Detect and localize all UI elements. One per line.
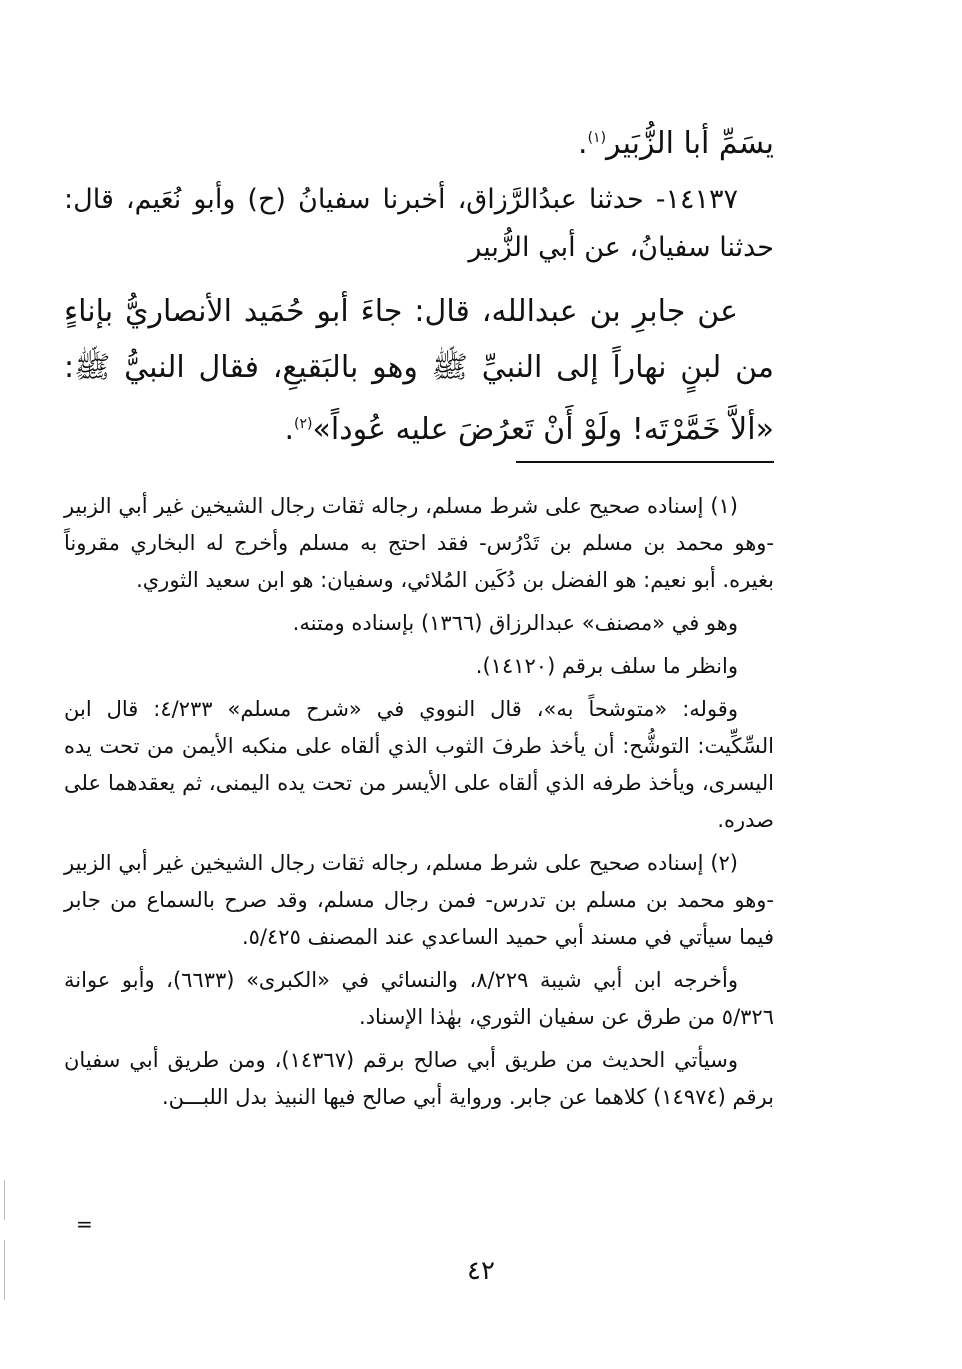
hadith-end: . — [284, 412, 295, 447]
scan-edge-mark — [4, 1240, 5, 1300]
footnote-1-text-2: وهو في «مصنف» عبدالرزاق (١٣٦٦) بإسناده ومتنه. — [292, 611, 738, 635]
footnote-2-paragraph — [64, 845, 774, 956]
continuation-mark: = — [76, 1212, 93, 1236]
footnote-separator — [516, 461, 774, 463]
footnote-2-text-3: وسيأتي الحديث من طريق أبي صالح برقم (١٤٣٦٧)، ومن طريق أبي سفيان برقم (١٤٩٧٤) كلاهما عن جابر. ورواية أبي صالح فيها النبيذ بدل اللبـــن. — [64, 1048, 774, 1109]
hadith-chain: - حدثنا عبدُالرَّزاق، أخبرنا سفيانُ (ح) وأبو نُعَيم، قال: حدثنا سفيانُ، عن أبي الزُّبير — [64, 184, 774, 263]
footnote-1-paragraph — [64, 488, 774, 599]
scan-edge-mark — [4, 1180, 5, 1220]
hadith-body: عن جابرِ بن عبدالله، قال: جاءَ أبو حُمَيد الأنصاريُّ بإناءٍ من لبنٍ نهاراً إلى النبيِّ ﷺ وهو بالبَقيعِ، فقال النبيُّ ﷺ: «ألاَّ خَمَّرْتَه! ولَوْ أَنْ تَعرُضَ عليه عُوداً» — [64, 294, 774, 447]
footnote-1-text-4: وقوله: «متوشحاً به»، قال النووي في «شرح مسلم» ٤/٢٣٣: قال ابن السِّكِّيت: التوشُّح: أن يأخذ طرفَ الثوب الذي ألقاه على منكبه الأيمن من تحت يده اليسرى، ويأخذ طرفه الذي ألقاه على الأيسر من تحت يده اليمنى، ثم يعقدهما على صدره. — [64, 697, 774, 832]
footnote-1-text: (١) إسناده صحيح على شرط مسلم، رجاله ثقات رجال الشيخين غير أبي الزبير -وهو محمد بن مسلم بن تَدْرُس- فقد احتج به مسلم وأخرج له البخاري مقروناً بغيره. أبو نعيم: هو الفضل بن دُكَين المُلائي، وسفيان: هو ابن سعيد الثوري. — [64, 494, 774, 592]
page-number: ٤٢ — [467, 1256, 495, 1286]
footnote-1-text-3: وانظر ما سلف برقم (١٤١٢٠). — [475, 654, 738, 678]
hadith-isnad — [64, 176, 774, 272]
footnote-ref-1: (١) — [587, 130, 607, 146]
hadith-matn — [64, 284, 774, 458]
footnote-1-paragraph-3 — [64, 648, 774, 685]
main-text-top — [64, 110, 774, 172]
footnote-2-paragraph-2 — [64, 962, 774, 1036]
footnote-2-text-2: وأخرجه ابن أبي شيبة ٨/٢٢٩، والنسائي في «الكبرى» (٦٦٣٣)، وأبو عوانة ٥/٣٢٦ من طرق عن سفيان الثوري، بهٰذا الإسناد. — [64, 968, 774, 1029]
opening-line-end: . — [578, 126, 588, 161]
hadith-number: ١٤١٣٧ — [665, 184, 738, 215]
footnotes-section — [64, 488, 774, 1122]
opening-line — [64, 110, 774, 172]
footnote-1-paragraph-2 — [64, 605, 774, 642]
footnote-1-paragraph-4 — [64, 691, 774, 839]
opening-line-text: يسَمِّ أبا الزُّبَير — [606, 126, 774, 161]
footnote-2-paragraph-3 — [64, 1042, 774, 1116]
footnote-ref-2: (٢) — [294, 416, 313, 432]
footnote-2-text: (٢) إسناده صحيح على شرط مسلم، رجاله ثقات رجال الشيخين غير أبي الزبير -وهو محمد بن مسلم بن تدرس- فمن رجال مسلم، وقد صرح بالسماع من جابر فيما سيأتي في مسند أبي حميد الساعدي عند المصنف ٥/٤٢٥. — [64, 851, 774, 949]
